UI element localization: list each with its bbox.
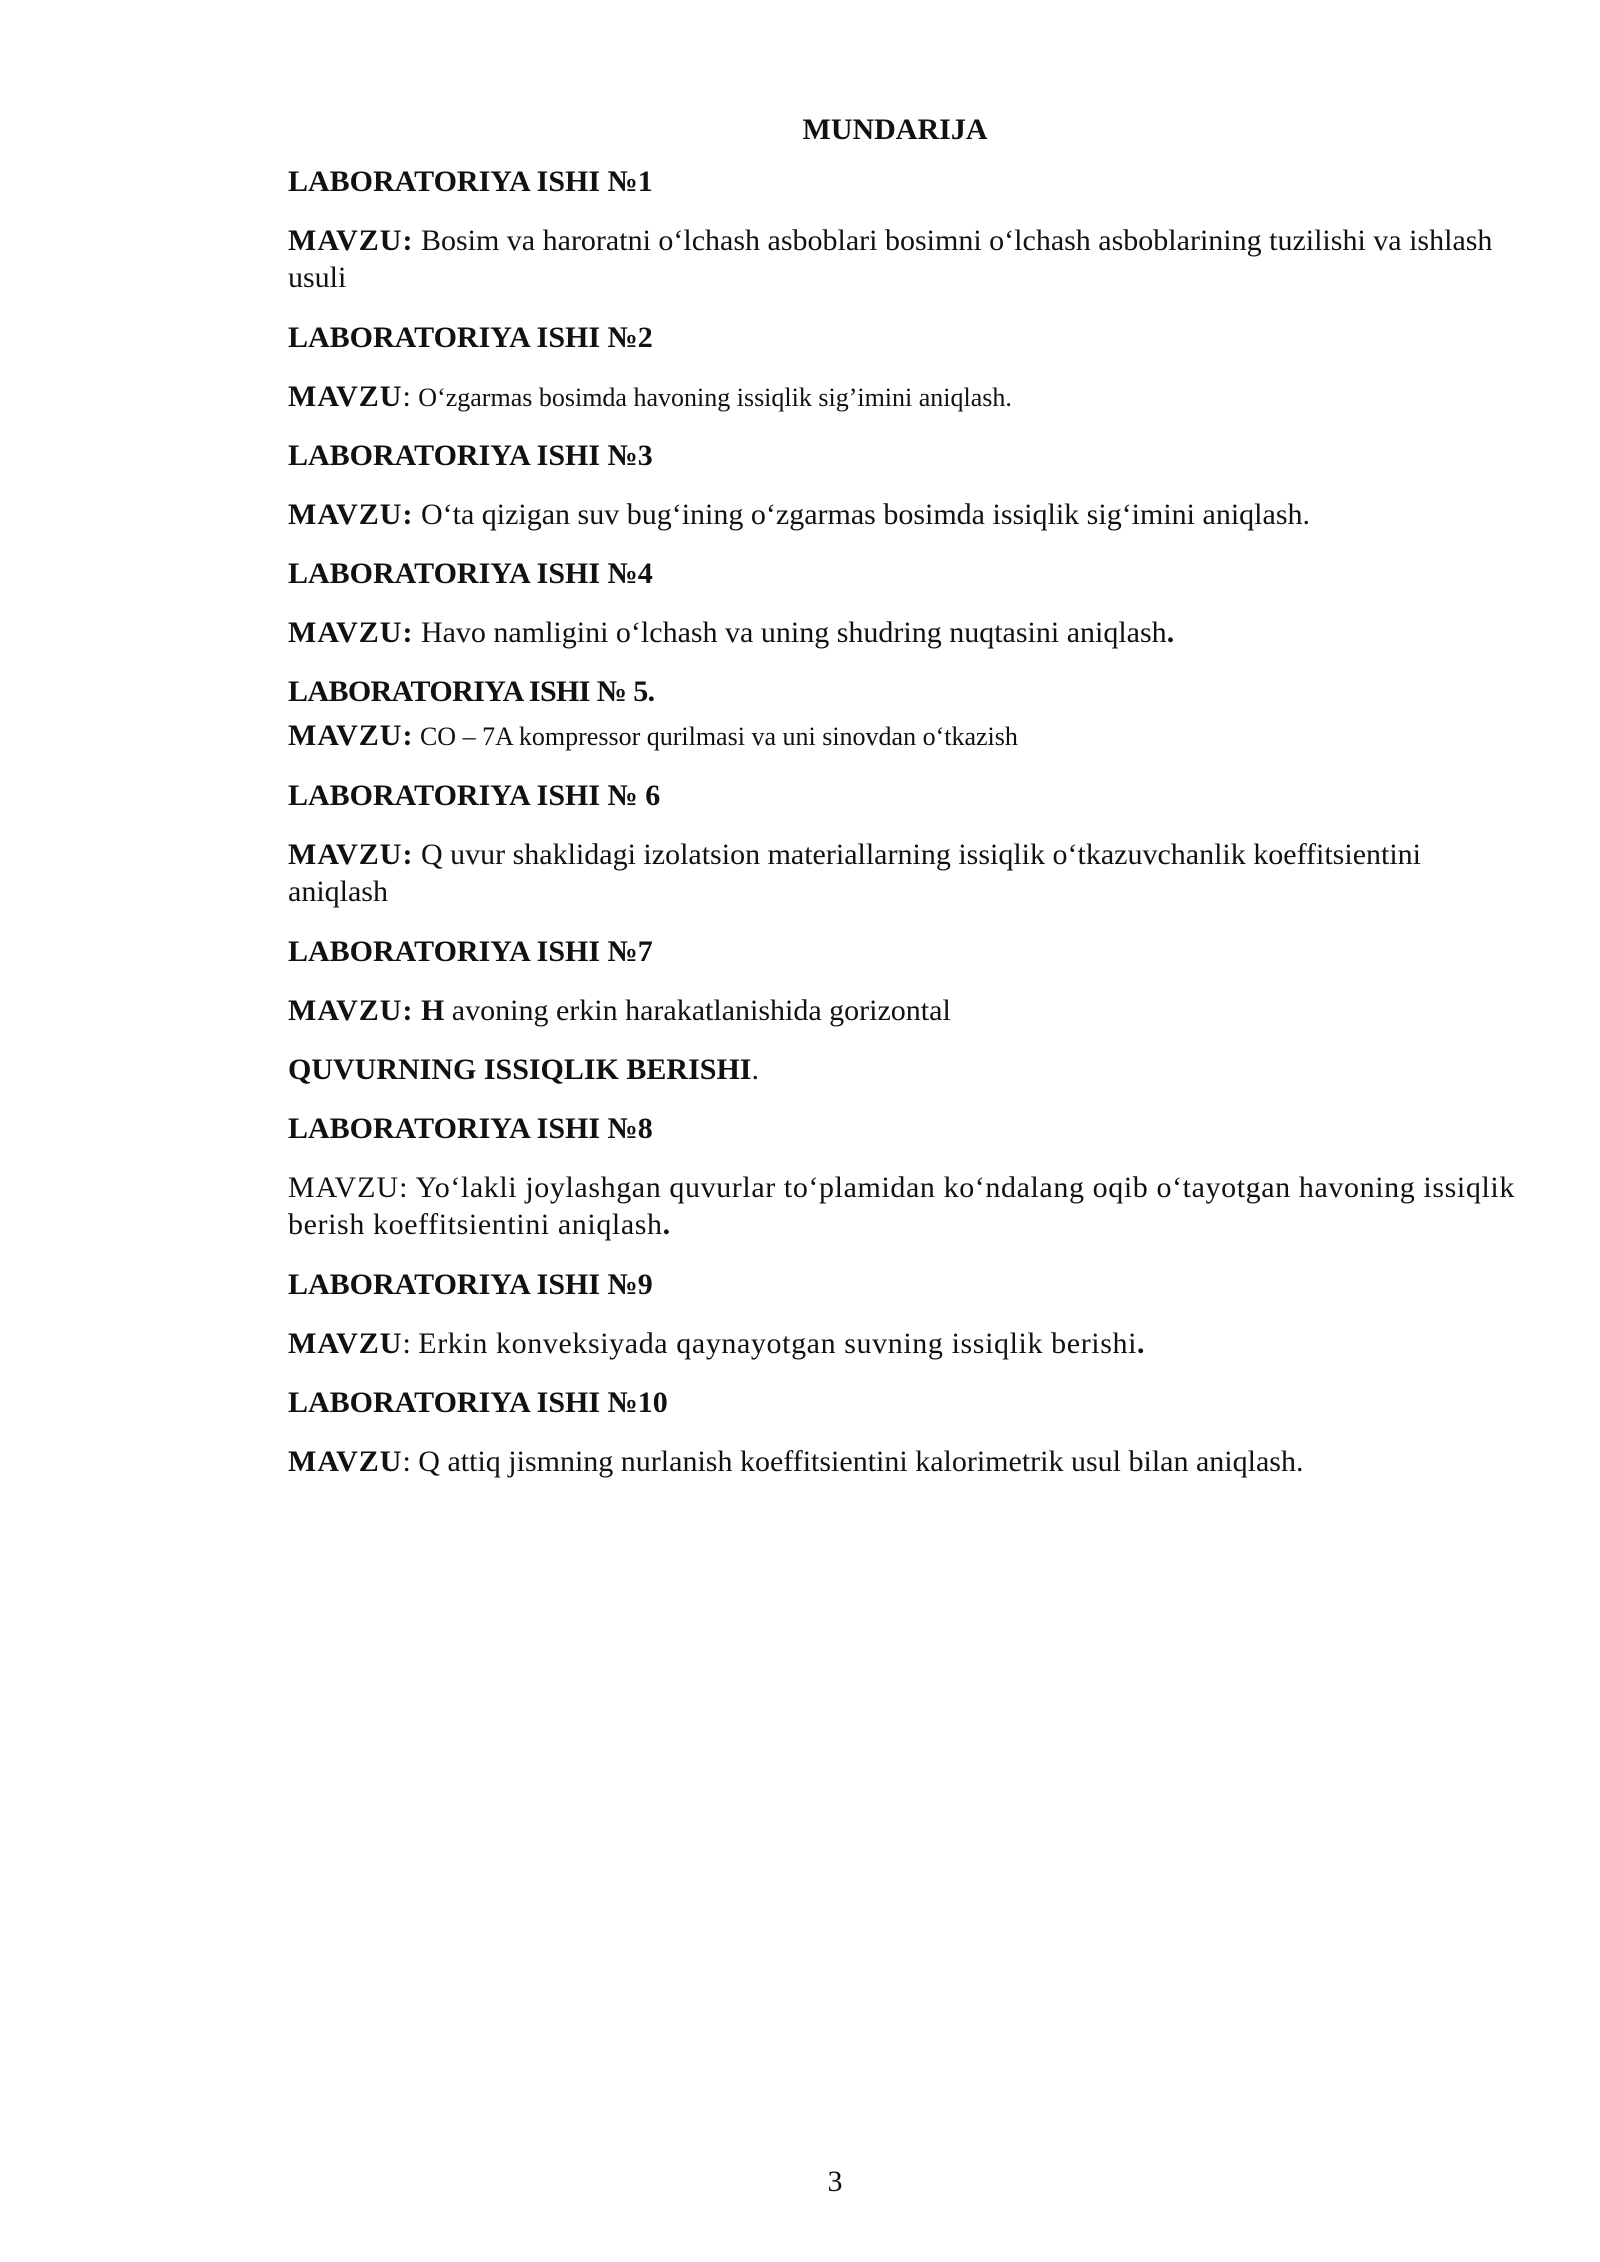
topic-separator: :	[402, 380, 419, 413]
lab-heading-3: LABORATORIYA ISHI №3	[288, 439, 653, 472]
lab-topic-7	[288, 992, 1528, 1029]
topic-trailing-period: .	[1137, 1327, 1145, 1360]
page-number: 3	[827, 2165, 843, 2198]
topic-text: CO – 7A kompressor qurilmasi va uni sinovdan o‘tkazish	[413, 722, 1018, 751]
topic-text: Q uvur shaklidagi izolatsion materiallarning issiqlik o‘tkazuvchanlik koeffitsientini aniqlash	[288, 838, 1422, 908]
lab-topic-9	[288, 1325, 1528, 1362]
lab-topic-8	[288, 1169, 1528, 1243]
lab-topic-4	[288, 614, 1528, 651]
lab-topic-7-continuation	[288, 1051, 1528, 1088]
topic-label: MAVZU	[288, 380, 403, 413]
lab-heading-2: LABORATORIYA ISHI №2	[288, 321, 653, 354]
topic-text: Q attiq jismning nurlanish koeffitsientini kalorimetrik usul bilan aniqlash.	[418, 1445, 1304, 1478]
lab-topic-2	[288, 378, 1528, 416]
topic-label: MAVZU	[288, 1445, 403, 1478]
lab-topic-1	[288, 222, 1528, 296]
lab-topic-6	[288, 836, 1528, 910]
lab-topic-5	[288, 717, 1528, 755]
topic-text: Yo‘lakli joylashgan quvurlar to‘plamidan ko‘ndalang oqib o‘tayotgan havoning issiqlik berish koeffitsientini aniqlash	[288, 1171, 1515, 1241]
topic-label: MAVZU:	[288, 498, 414, 531]
topic-label: MAVZU:	[288, 224, 414, 257]
topic-lead-letter: H	[413, 994, 445, 1027]
lab-heading-1: LABORATORIYA ISHI №1	[288, 165, 653, 198]
lab-topic-3	[288, 496, 1528, 533]
topic-separator: :	[402, 1327, 419, 1360]
lab-heading-10: LABORATORIYA ISHI №10	[288, 1386, 668, 1419]
topic-bold-line-tail: .	[751, 1053, 759, 1086]
topic-trailing-period: .	[662, 1208, 671, 1241]
topic-label: MAVZU:	[288, 838, 414, 871]
topic-text: Havo namligini o‘lchash va uning shudring nuqtasini aniqlash	[413, 616, 1167, 649]
topic-label: MAVZU:	[288, 616, 414, 649]
topic-trailing-period: .	[1166, 616, 1175, 649]
topic-text: O‘zgarmas bosimda havoning issiqlik sig’imini aniqlash.	[418, 383, 1012, 412]
topic-bold-line: QUVURNING ISSIQLIK BERISHI	[288, 1053, 752, 1086]
lab-heading-7: LABORATORIYA ISHI №7	[288, 935, 653, 968]
lab-heading-8: LABORATORIYA ISHI №8	[288, 1112, 653, 1145]
topic-text: Erkin konveksiyada qaynayotgan suvning issiqlik berishi	[418, 1327, 1138, 1360]
topic-label: MAVZU:	[288, 719, 414, 752]
topic-text: O‘ta qizigan suv bug‘ining o‘zgarmas bosimda issiqlik sig‘imini aniqlash.	[413, 498, 1310, 531]
lab-heading-9: LABORATORIYA ISHI №9	[288, 1268, 653, 1301]
lab-heading-4: LABORATORIYA ISHI №4	[288, 557, 653, 590]
topic-text: avoning erkin harakatlanishida gorizontal	[444, 994, 951, 1027]
topic-label: MAVZU:	[288, 994, 414, 1027]
topic-label: MAVZU	[288, 1327, 403, 1360]
lab-heading-5: LABORATORIYA ISHI № 5.	[288, 675, 655, 708]
document-title: MUNDARIJA	[802, 113, 988, 146]
topic-separator: :	[402, 1445, 419, 1478]
lab-topic-10	[288, 1443, 1528, 1480]
lab-heading-6: LABORATORIYA ISHI № 6	[288, 779, 661, 812]
topic-text: Bosim va haroratni o‘lchash asboblari bosimni o‘lchash asboblarining tuzilishi va ishlash usuli	[288, 224, 1493, 294]
topic-label: MAVZU:	[288, 1171, 409, 1204]
